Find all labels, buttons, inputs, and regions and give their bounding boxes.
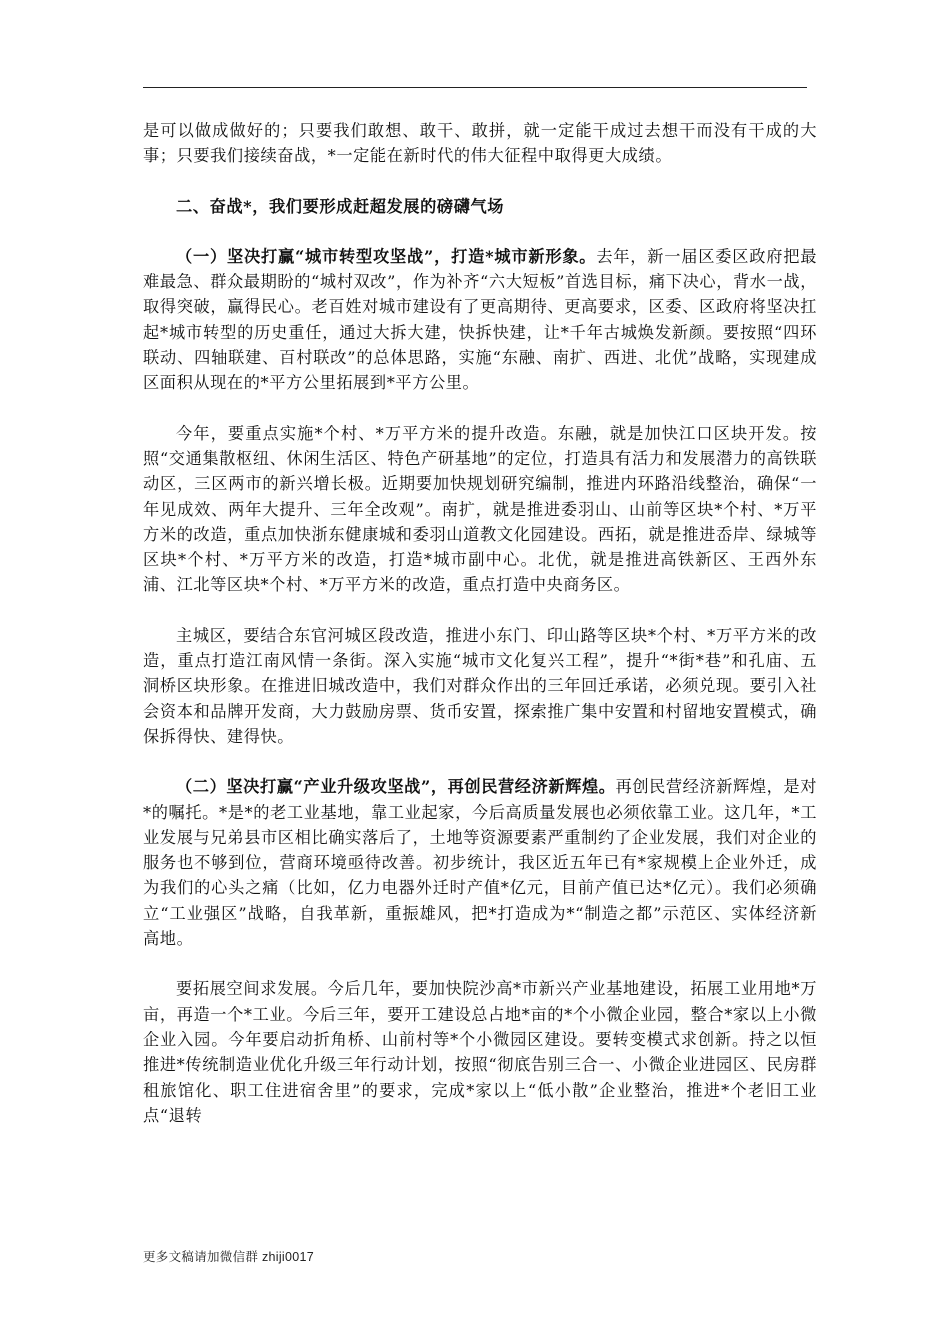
footer-note [143,1247,314,1265]
paragraph-6-text: 要拓展空间求发展。今后几年，要加快院沙高*市新兴产业基地建设，拓展工业用地*万亩，再造一个*工业。今后三年，要开工建设总占地*亩的*个小微企业园，整合*家以上小微企业入园。今年要启动折角桥、山前村等*个小微园区建设。要转变模式求创新。持之以恒推进*传统制造业优化升级三年行动计划，按照“彻底告别三合一、小微企业进园区、民房群租旅馆化、职工住进宿舍里”的要求，完成*家以上“低小散”企业整治，推进*个老旧工业点“退转 [143,979,817,1125]
header-rule [143,87,807,88]
footer-text: 更多文稿请加微信群 zhiji0017 [143,1250,315,1264]
paragraph-2-lead: （一）坚决打赢“城市转型攻坚战”，打造*城市新形象。 [176,246,597,266]
paragraph-3-text: 今年，要重点实施*个村、*万平方米的提升改造。东融，就是加快江口区块开发。按照“交通集散枢纽、休闲生活区、特色产研基地”的定位，打造具有活力和发展潜力的高铁联动区，三区两市的新兴增长极。近期要加快规划研究编制，推进内环路沿线整治，确保“一年见成效、两年大提升、三年全改观”。南扩，就是推进委羽山、山前等区块*个村、*万平方米的改造，重点加快浙东健康城和委羽山道教文化园建设。西拓，就是推进岙岸、绿城等区块*个村、*万平方米的改造，打造*城市副中心。北优，就是推进高铁新区、王西外东浦、江北等区块*个村、*万平方米的改造，重点打造中央商务区。 [143,423,817,595]
paragraph-5-text: 再创民营经济新辉煌，是对*的嘱托。*是*的老工业基地，靠工业起家，今后高质量发展也必须依靠工业。这几年，*工业发展与兄弟县市区相比确实落后了，土地等资源要素严重制约了企业发展，我们对企业的服务也不够到位，营商环境亟待改善。初步统计，我区近五年已有*家规模上企业外迁，成为我们的心头之痛（比如，亿力电器外迁时产值*亿元，目前产值已达*亿元）。我们必须确立“工业强区”战略，自我革新，重振雄风，把*打造成为*“制造之都”示范区、实体经济新高地。 [143,777,817,949]
paragraph-1-text: 是可以做成做好的；只要我们敢想、敢干、敢拼，就一定能干成过去想干而没有干成的大事；只要我们接续奋战，*一定能在新时代的伟大征程中取得更大成绩。 [143,121,817,166]
paragraph-4 [143,623,817,749]
paragraph-4-text: 主城区，要结合东官河城区段改造，推进小东门、印山路等区块*个村、*万平方米的改造，重点打造江南风情一条街。深入实施“城市文化复兴工程”，提升“*街*巷”和孔庙、五洞桥区块形象。在推进旧城改造中，我们对群众作出的三年回迁承诺，必须兑现。要引入社会资本和品牌开发商，大力鼓励房票、货币安置，探索推广集中安置和村留地安置模式，确保拆得快、建得快。 [143,625,817,746]
section-heading [143,194,817,219]
document-body [143,118,817,1153]
section-heading-text: 二、奋战*，我们要形成赶超发展的磅礴气场 [176,196,505,216]
paragraph-5 [143,774,817,951]
paragraph-2 [143,244,817,396]
paragraph-2-text: 去年，新一届区委区政府把最难最急、群众最期盼的“城村双改”，作为补齐“六大短板”首选目标，痛下决心，背水一战，取得突破，赢得民心。老百姓对城市建设有了更高期待、更高要求，区委、区政府将坚决扛起*城市转型的历史重任，通过大拆大建，快拆快建，让*千年古城焕发新颜。要按照“四环联动、四轴联建、百村联改”的总体思路，实施“东融、南扩、西进、北优”战略，实现建成区面积从现在的*平方公里拓展到*平方公里。 [143,246,817,393]
paragraph-5-lead: （二）坚决打赢“产业升级攻坚战”，再创民营经济新辉煌。 [176,777,616,797]
paragraph-1 [143,118,817,169]
paragraph-3 [143,421,817,598]
paragraph-6 [143,976,817,1128]
